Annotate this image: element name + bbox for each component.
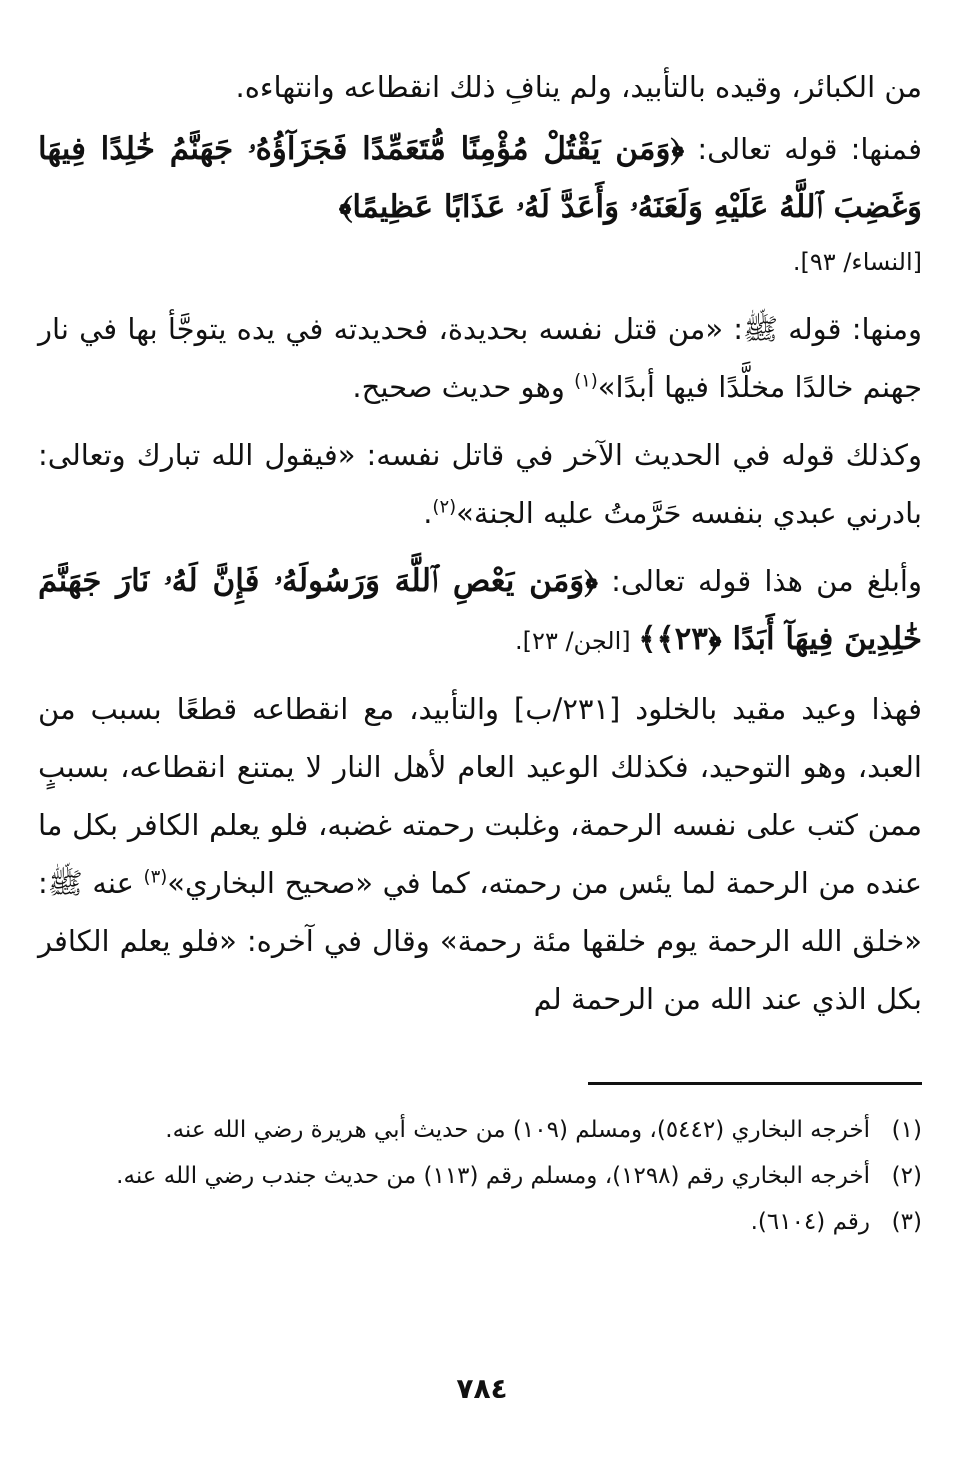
paragraph-5 [38, 552, 922, 670]
page-body [38, 58, 922, 1038]
paragraph-4-tail: . [423, 496, 433, 530]
paragraph-6-text-a: فهذا وعيد مقيد بالخلود [٢٣١/ب] والتأبيد، مع انقطاعه قطعًا بسبب من العبد، وهو التوحيد، فكذلك الوعيد العام لأهل النار لا يمتنع انقطاعه، بسببٍ ممن كتب على نفسه الرحمة، وغلبت رحمته غضبه، فلو يعلم الكافر بكل ما عنده من الرحمة لما يئس من رحمته، كما في «صحيح البخاري» [38, 692, 922, 900]
footnote-marker-3[interactable]: (٣) [143, 866, 168, 888]
paragraph-3-tail: وهو حديث صحيح. [352, 370, 575, 404]
paragraph-2 [38, 120, 922, 236]
paragraph-3 [38, 300, 922, 416]
footnote-text: أخرجه البخاري رقم (١٢٩٨)، ومسلم رقم (١١٣) من حديث جندب رضي الله عنه. [116, 1163, 870, 1189]
paragraph-6 [38, 680, 922, 1028]
verse-reference-jinn: [الجن/ ٢٣]. [515, 627, 639, 655]
footnotes [38, 1108, 922, 1246]
paragraph-5-intro: وأبلغ من هذا قوله تعالى: [598, 564, 922, 598]
footnote-marker-1[interactable]: (١) [574, 370, 598, 392]
page-number: ٧٨٤ [456, 1372, 508, 1405]
hadith-text-2: وكذلك قوله في الحديث الآخر في قاتل نفسه: «فيقول الله تبارك وتعالى: بادرني عبدي بنفسه حَرَّمتُ عليه الجنة» [38, 438, 922, 530]
quran-verse-jinn: ﴿وَمَن يَعْصِ ٱللَّهَ وَرَسُولَهُۥ فَإِنَّ لَهُۥ نَارَ جَهَنَّمَ خَٰلِدِينَ فِيهَآ أَبَدًا ﴿٢٣﴾﴾ [38, 563, 922, 657]
footnote-marker-2[interactable]: (٢) [432, 496, 457, 518]
paragraph-4 [38, 426, 922, 542]
paragraph-2-intro: فمنها: قوله تعالى: [684, 132, 922, 166]
footnote-text: رقم (٦١٠٤). [750, 1209, 870, 1235]
footnote-item [38, 1200, 922, 1244]
footnote-number: (١) [891, 1117, 922, 1143]
paragraph-1 [38, 58, 922, 116]
footnote-number: (٣) [891, 1209, 922, 1235]
footnote-text: أخرجه البخاري (٥٤٤٢)، ومسلم (١٠٩) من حديث أبي هريرة رضي الله عنه. [165, 1117, 870, 1143]
footnote-divider [588, 1082, 922, 1085]
footnote-item [38, 1108, 922, 1152]
footnote-number: (٢) [891, 1163, 922, 1189]
hadith-text-1: ومنها: قوله ﷺ: «من قتل نفسه بحديدة، فحديدته في يده يتوجَّأ بها في نار جهنم خالدًا مخلَّدًا فيها أبدًا» [38, 312, 922, 404]
paragraph-1-text: من الكبائر، وقيده بالتأبيد، ولم ينافِ ذلك انقطاعه وانتهاءه. [235, 70, 922, 104]
quran-verse-nisa: ﴿وَمَن يَقْتُلْ مُؤْمِنًا مُّتَعَمِّدًا فَجَزَآؤُهُۥ جَهَنَّمُ خَٰلِدًا فِيهَا وَغَضِبَ ٱللَّهُ عَلَيْهِ وَلَعَنَهُۥ وَأَعَدَّ لَهُۥ عَذَابًا عَظِيمًا﴾ [38, 131, 922, 225]
footnote-item [38, 1154, 922, 1198]
paragraph-6-text-b: عنه ﷺ: «خلق الله الرحمة يوم خلقها مئة رحمة» وقال في آخره: «فلو يعلم الكافر بكل الذي عند الله من الرحمة لم [38, 866, 922, 1016]
verse-reference-nisa: [النساء/ ٩٣]. [792, 248, 922, 276]
